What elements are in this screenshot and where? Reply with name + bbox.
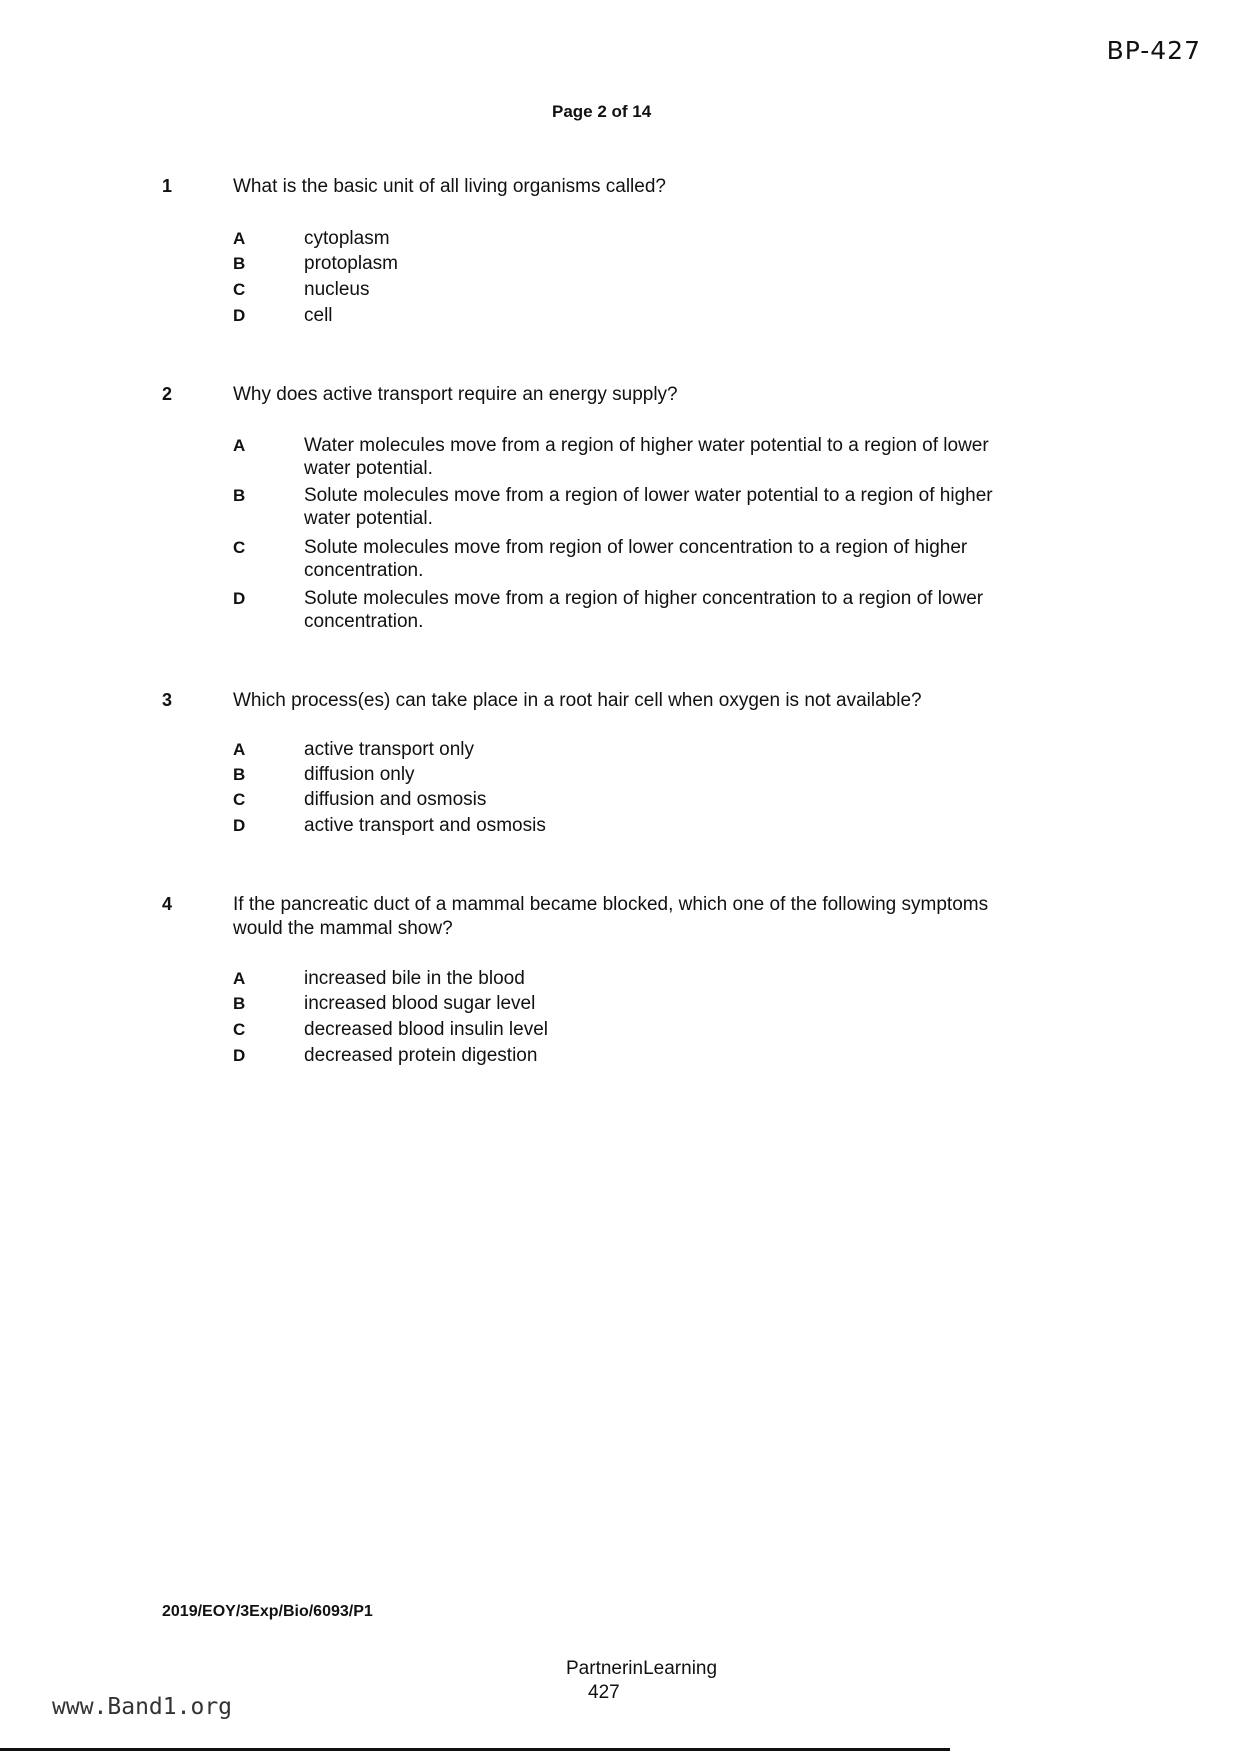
question-text: Which process(es) can take place in a root hair cell when oxygen is not available? [233, 690, 922, 711]
partner-number: 427 [588, 1682, 620, 1703]
option-letter: D [233, 589, 246, 608]
option-letter: D [233, 816, 246, 835]
website-watermark: www.Band1.org [52, 1694, 233, 1720]
option-text: diffusion only [304, 764, 415, 785]
question-number: 3 [162, 690, 173, 710]
option-text: active transport and osmosis [304, 815, 546, 836]
option-text: Water molecules move from a region of higher water potential to a region of lower water potential. [304, 435, 989, 479]
bottom-rule [0, 1748, 950, 1751]
option-letter: A [233, 969, 246, 988]
option-letter: C [233, 280, 246, 299]
option-letter: C [233, 1020, 246, 1039]
option-text: increased blood sugar level [304, 993, 536, 1014]
option-letter: B [233, 254, 246, 273]
document-code: BP-427 [1106, 36, 1201, 65]
option-text: protoplasm [304, 253, 398, 274]
question-text: Why does active transport require an energy supply? [233, 384, 678, 405]
option-text: diffusion and osmosis [304, 789, 487, 810]
option-letter: D [233, 306, 246, 325]
option-text: Solute molecules move from a region of higher concentration to a region of lower concentration. [304, 588, 984, 632]
option-text: active transport only [304, 739, 475, 760]
page-number: Page 2 of 14 [552, 102, 652, 121]
question-text: If the pancreatic duct of a mammal became blocked, which one of the following symptoms would the mammal show? [233, 894, 989, 939]
option-letter: A [233, 740, 246, 759]
option-letter: A [233, 229, 246, 248]
option-text: nucleus [304, 279, 370, 300]
option-text: cell [304, 305, 333, 326]
paper-code: 2019/EOY/3Exp/Bio/6093/P1 [162, 1603, 373, 1620]
partner-label: PartnerinLearning [566, 1658, 718, 1679]
option-text: Solute molecules move from region of lower concentration to a region of higher concentration. [304, 537, 968, 581]
question-number: 1 [162, 176, 173, 196]
option-letter: B [233, 994, 246, 1013]
option-text: Solute molecules move from a region of lower water potential to a region of higher water potential. [304, 485, 993, 529]
option-text: increased bile in the blood [304, 968, 525, 989]
option-letter: B [233, 486, 246, 505]
option-text: decreased protein digestion [304, 1045, 538, 1066]
option-text: decreased blood insulin level [304, 1019, 548, 1040]
option-text: cytoplasm [304, 228, 390, 249]
question-number: 4 [162, 894, 173, 914]
option-letter: C [233, 538, 246, 557]
option-letter: C [233, 790, 246, 809]
option-letter: A [233, 436, 246, 455]
option-letter: B [233, 765, 246, 784]
question-text: What is the basic unit of all living organisms called? [233, 176, 666, 197]
option-letter: D [233, 1046, 246, 1065]
question-number: 2 [162, 384, 173, 404]
